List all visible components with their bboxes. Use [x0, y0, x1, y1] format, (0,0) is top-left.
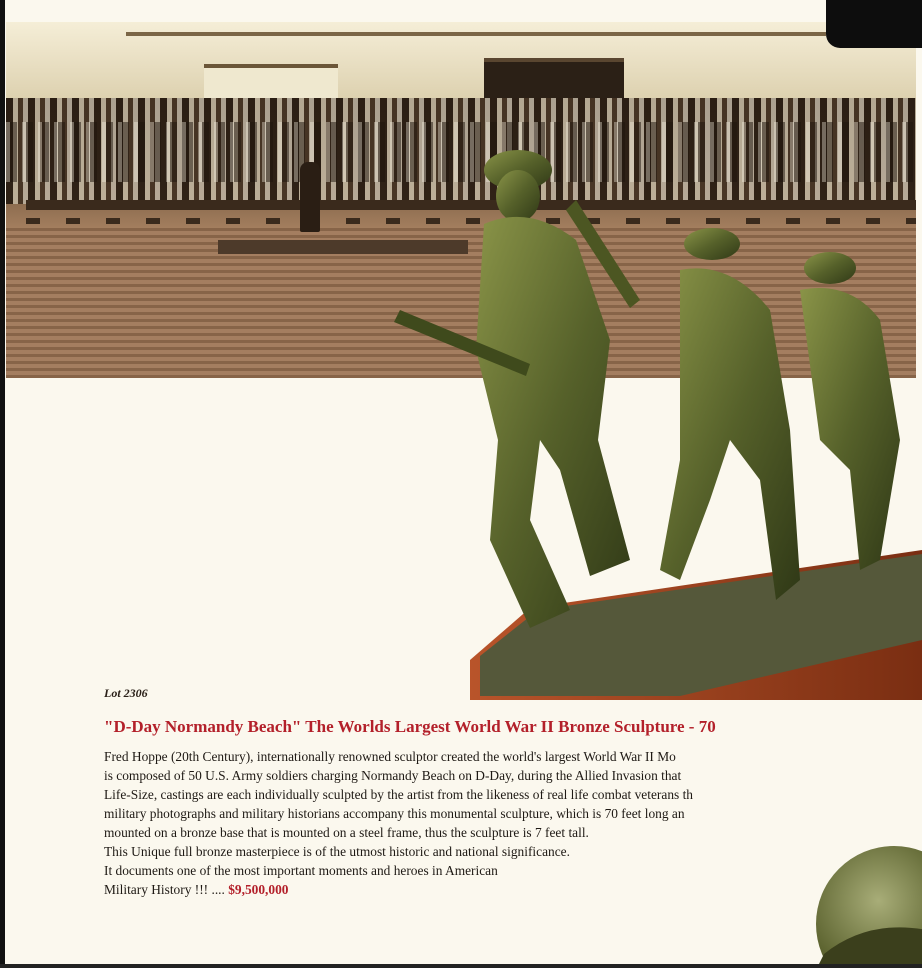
- lead-soldier: [394, 150, 640, 628]
- description-line: Life-Size, castings are each individually sculpted by the artist from the likeness of real life combat veterans th: [104, 787, 693, 802]
- ceiling-beam: [126, 32, 826, 36]
- lot-title: "D-Day Normandy Beach" The Worlds Largest World War II Bronze Sculpture - 70: [104, 717, 716, 736]
- description-line: is composed of 50 U.S. Army soldiers charging Normandy Beach on D-Day, during the Allied Invasion that: [104, 768, 682, 783]
- description-line: Fred Hoppe (20th Century), internationally renowned sculptor created the world's largest World War II Mo: [104, 749, 676, 764]
- description-line: This Unique full bronze masterpiece is of the utmost historic and national significance.: [104, 844, 570, 859]
- price-prefix: Military History !!! ....: [104, 882, 229, 897]
- description-line: It documents one of the most important moments and heroes in American: [104, 863, 498, 878]
- lot-description: [104, 747, 922, 899]
- scan-edge-left: [0, 0, 5, 968]
- description-line: mounted on a bronze base that is mounted on a steel frame, thus the sculpture is 7 feet tall.: [104, 825, 589, 840]
- bronze-soldiers-sculpture: [380, 140, 922, 700]
- helmet-detail-photo: [814, 844, 922, 968]
- scan-edge-bottom: [0, 964, 922, 968]
- description-line: military photographs and military historians accompany this monumental sculpture, which is 70 feet long an: [104, 806, 685, 821]
- corner-tab: [826, 0, 922, 48]
- standing-person: [300, 162, 320, 232]
- background-soldiers: [660, 228, 900, 600]
- lot-number: Lot 2306: [104, 686, 148, 700]
- lot-caption: [104, 684, 922, 899]
- price-line: [104, 880, 922, 899]
- price-value: $9,500,000: [228, 882, 289, 897]
